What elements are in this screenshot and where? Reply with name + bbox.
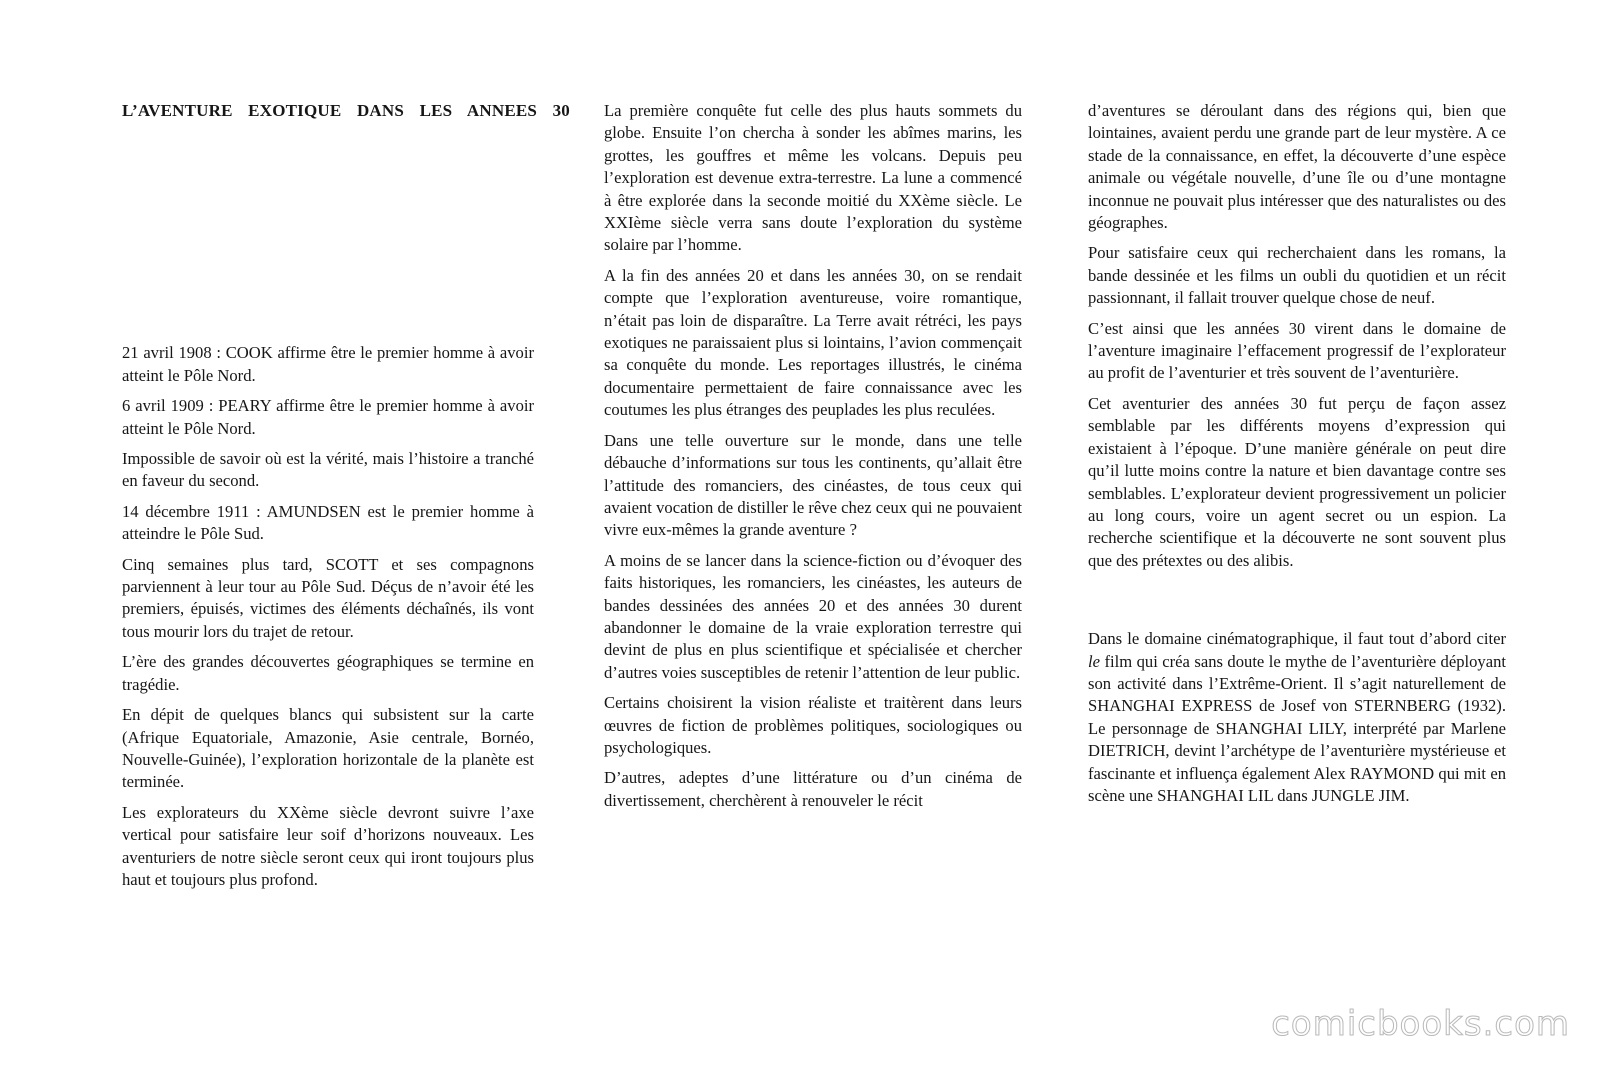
cinema-text-end: film qui créa sans doute le mythe de l’aventurière déployant son activité dans l’Extrême-Orient. Il s’agit naturellement de SHANGHAI EXPRESS de Josef von STERNBERG (1932). Le personnage de SHANGHAI LILY, interprété par Marlene DIETRICH, devint l’archétype de l’aventurière mystérieuse et fascinante et influença également Alex RAYMOND qui mit en scène une SHANGHAI LIL dans JUNGLE JIM. xyxy=(1088,651,1506,805)
paragraph: d’aventures se déroulant dans des régions qui, bien que lointaines, avaient perdu une grande part de leur mystère. A ce stade de la connaissance, en effet, la découverte d’une espèce animale ou végétale nouvelle, d’une île ou d’une montagne inconnue ne pouvait plus intéresser que des naturalistes ou des géographes. xyxy=(1088,101,1506,233)
paragraph: 21 avril 1908 : COOK affirme être le premier homme à avoir atteint le Pôle Nord. xyxy=(122,343,534,385)
paragraph: Dans une telle ouverture sur le monde, dans une telle débauche d’informations sur tous les continents, qu’allait être l’attitude des romanciers, des cinéastes, de tous ceux qui avaient vocation de distiller le rêve chez ceux qui ne pouvaient vivre eux-mêmes la grande aventure ? xyxy=(604,430,1022,540)
column-left xyxy=(122,100,570,899)
paragraph: Cet aventurier des années 30 fut perçu de façon assez semblable par les différents moyens d’expression qui existaient à l’époque. D’une manière générale on peut dire qu’il lutte moins contre la nature et bien davantage contre ses semblables. L’explorateur devient progressivement un policier au long cours, voire un agent secret ou un espion. La recherche scientifique et la découverte ne sont souvent plus que des prétextes ou des alibis. xyxy=(1088,393,1506,570)
paragraph: Impossible de savoir où est la vérité, mais l’histoire a tranché en faveur du second. xyxy=(122,449,534,491)
paragraph: D’autres, adeptes d’une littérature ou d’un cinéma de divertissement, cherchèrent à renouveler le récit xyxy=(604,768,1022,810)
paragraph: La première conquête fut celle des plus hauts sommets du globe. Ensuite l’on chercha à sonder les abîmes marins, les grottes, les gouffres et même les volcans. Depuis peu l’exploration est devenue extra-terrestre. La lune a commencé à être explorée dans la seconde moitié du XXème siècle. Le XXIème siècle verra sans doute l’exploration du système solaire par l’homme. xyxy=(604,101,1022,255)
paragraph: C’est ainsi que les années 30 virent dans le domaine de l’aventure imaginaire l’effacement progressif de l’explorateur au profit de l’aventurier et très souvent de l’aventurière. xyxy=(1088,318,1506,383)
paragraph: Les explorateurs du XXème siècle devront suivre l’axe vertical pour satisfaire leur soif d’horizons nouveaux. Les aventuriers de notre siècle seront ceux qui iront toujours plus haut et toujours plus profond. xyxy=(122,802,534,889)
column-middle xyxy=(604,100,1022,820)
paragraph: Pour satisfaire ceux qui recherchaient dans les romans, la bande dessinée et les films un oubli du quotidien et un récit passionnant, il fallait trouver quelque chose de neuf. xyxy=(1088,243,1506,308)
column-left-body xyxy=(122,342,534,891)
paragraph: Cinq semaines plus tard, SCOTT et ses compagnons parviennent à leur tour au Pôle Sud. Déçus de n’avoir été les premiers, épuisés, victimes des éléments déchaînés, ils vont tous mourir lors du trajet de retour. xyxy=(122,554,534,641)
paragraph: En dépit de quelques blancs qui subsistent sur la carte (Afrique Equatoriale, Amazonie, Asie centrale, Bornéo, Nouvelle-Guinée), l’exploration horizontale de la planète est terminée. xyxy=(122,705,534,792)
cinema-emphasis: le xyxy=(1088,651,1100,671)
paragraph: L’ère des grandes découvertes géographiques se termine en tragédie. xyxy=(122,652,534,694)
paragraph: A moins de se lancer dans la science-fiction ou d’évoquer des faits historiques, les romanciers, les cinéastes, les auteurs de bandes dessinées des années 20 et des années 30 durent abandonner le domaine de la vraie exploration terrestre qui devint de plus en plus scientifique et spécialisée et chercher d’autres voies susceptibles de retenir l’attention de leur public. xyxy=(604,550,1022,682)
page-title: L’AVENTURE EXOTIQUE DANS LES ANNEES 30 xyxy=(122,101,570,120)
paragraph: Certains choisirent la vision réaliste et traitèrent dans leurs œuvres de fiction de problèmes politiques, sociologiques ou psychologiques. xyxy=(604,693,1022,757)
cinema-text-start: Dans le domaine cinématographique, il faut tout d’abord citer xyxy=(1088,629,1506,649)
paragraph: A la fin des années 20 et dans les années 30, on se rendait compte que l’exploration aventureuse, voire romantique, n’était pas loin de disparaître. La Terre avait rétréci, les pays exotiques ne paraissaient plus si lointains, l’avion commençait sa conquête du monde. Les reportages illustrés, le cinéma documentaire permettaient de faire connaissance avec les coutumes les plus étranges des peuplades les plus reculées. xyxy=(604,265,1022,420)
watermark: comicbooks.com xyxy=(1271,1004,1570,1044)
column-right xyxy=(1088,100,1506,815)
paragraph-cinema xyxy=(1088,628,1506,807)
paragraph: 14 décembre 1911 : AMUNDSEN est le premier homme à atteindre le Pôle Sud. xyxy=(122,501,534,544)
paragraph: 6 avril 1909 : PEARY affirme être le premier homme à avoir atteint le Pôle Nord. xyxy=(122,396,534,438)
